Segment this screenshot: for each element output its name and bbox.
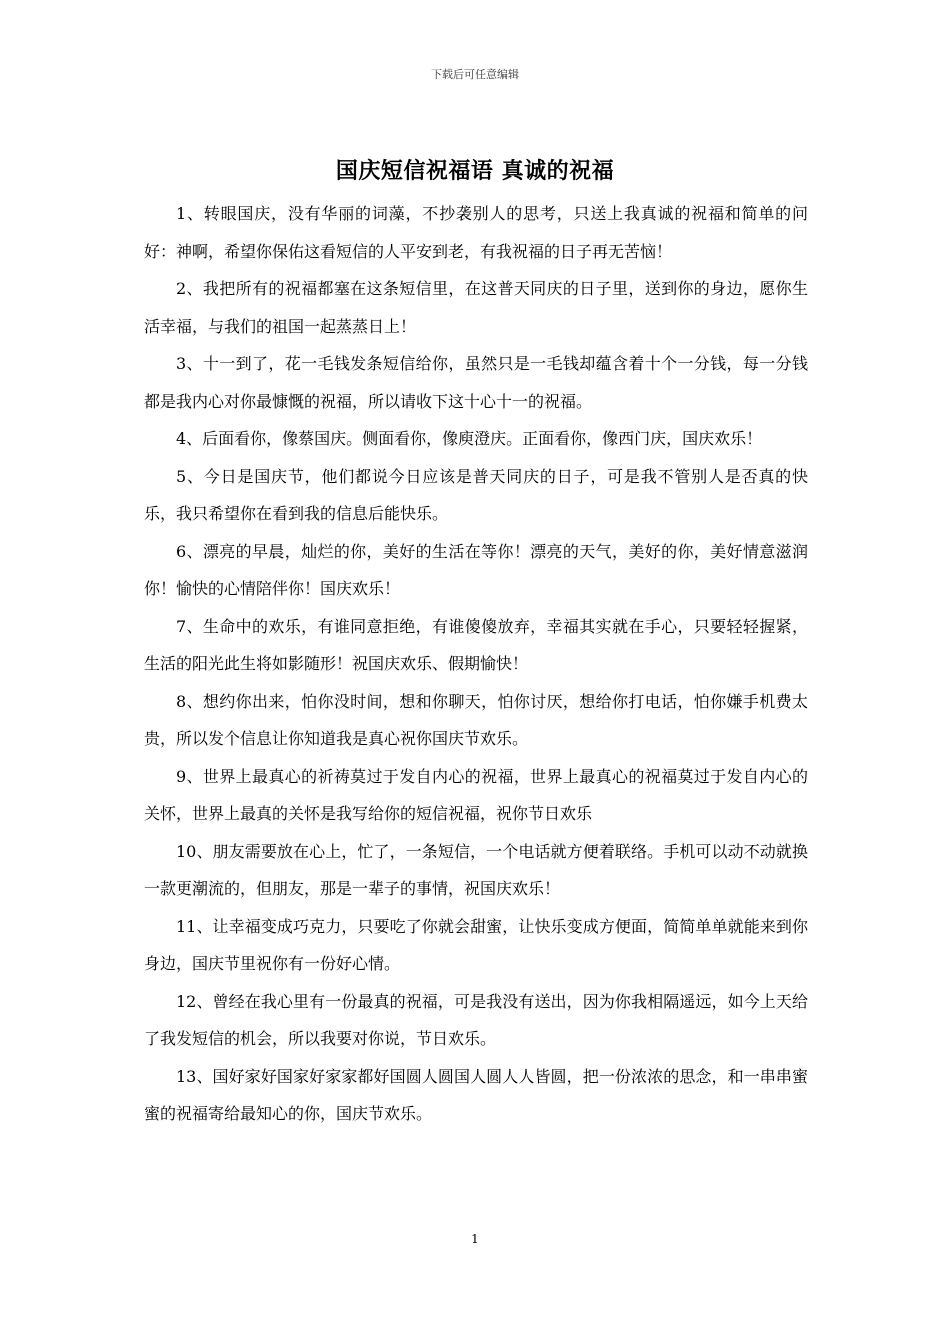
page-header-note: 下载后可任意编辑	[431, 68, 519, 81]
paragraph-8: 8、想约你出来，怕你没时间，想和你聊天，怕你讨厌，想给你打电话，怕你嫌手机费太贵，所以发个信息让你知道我是真心祝你国庆节欢乐。	[144, 691, 808, 748]
paragraph-2: 2、我把所有的祝福都塞在这条短信里，在这普天同庆的日子里，送到你的身边，愿你生活幸福，与我们的祖国一起蒸蒸日上！	[144, 279, 808, 336]
paragraph-12: 12、曾经在我心里有一份最真的祝福，可是我没有送出，因为你我相隔遥远，如今上天给了我发短信的机会，所以我要对你说，节日欢乐。	[144, 991, 808, 1048]
paragraph-10: 10、朋友需要放在心上，忙了，一条短信，一个电话就方便着联络。手机可以动不动就换一款更潮流的，但朋友，那是一辈子的事情，祝国庆欢乐！	[144, 841, 808, 898]
paragraph-5: 5、今日是国庆节，他们都说今日应该是普天同庆的日子，可是我不管别人是否真的快乐，我只希望你在看到我的信息后能快乐。	[144, 466, 808, 523]
paragraph-7: 7、生命中的欢乐，有谁同意拒绝，有谁傻傻放弃，幸福其实就在手心，只要轻轻握紧，生活的阳光此生将如影随形！祝国庆欢乐、假期愉快！	[144, 616, 808, 673]
document-title: 国庆短信祝福语 真诚的祝福	[335, 158, 615, 184]
paragraph-1: 1、转眼国庆，没有华丽的词藻，不抄袭别人的思考，只送上我真诚的祝福和简单的问好：神啊，希望你保佑这看短信的人平安到老，有我祝福的日子再无苦恼！	[144, 204, 808, 261]
paragraph-3: 3、十一到了，花一毛钱发条短信给你，虽然只是一毛钱却蕴含着十个一分钱，每一分钱都是我内心对你最慷慨的祝福，所以请收下这十心十一的祝福。	[144, 354, 808, 411]
document-body	[144, 195, 808, 1133]
paragraph-6: 6、漂亮的早晨，灿烂的你，美好的生活在等你！漂亮的天气，美好的你，美好情意滋润你！愉快的心情陪伴你！国庆欢乐！	[144, 541, 808, 598]
paragraph-9: 9、世界上最真心的祈祷莫过于发自内心的祝福，世界上最真心的祝福莫过于发自内心的关怀，世界上最真的关怀是我写给你的短信祝福，祝你节日欢乐	[144, 766, 808, 823]
page-number: 1	[471, 1232, 479, 1246]
paragraph-13: 13、国好家好国家好家家都好国圆人圆国人圆人人皆圆，把一份浓浓的思念，和一串串蜜蜜的祝福寄给最知心的你，国庆节欢乐。	[144, 1066, 808, 1123]
paragraph-11: 11、让幸福变成巧克力，只要吃了你就会甜蜜，让快乐变成方便面，简简单单就能来到你身边，国庆节里祝你有一份好心情。	[144, 916, 808, 973]
paragraph-4: 4、后面看你，像蔡国庆。侧面看你，像庾澄庆。正面看你，像西门庆，国庆欢乐！	[176, 429, 763, 448]
